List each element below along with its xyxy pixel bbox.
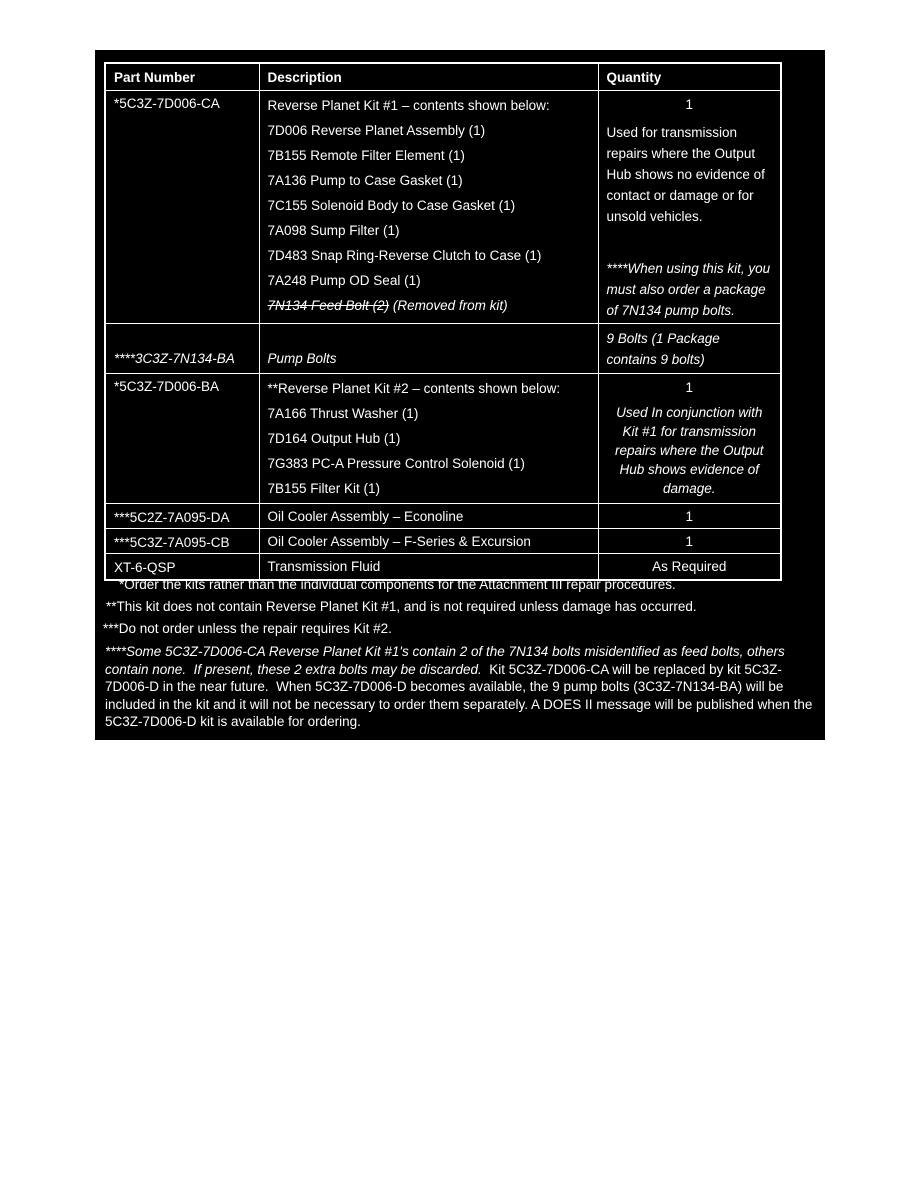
description-line: 7C155 Solenoid Body to Case Gasket (1)	[267, 198, 516, 213]
description-line: 7B155 Remote Filter Element (1)	[267, 148, 465, 163]
col-header-part-number: Part Number	[105, 63, 259, 91]
quantity-cell: 1	[598, 529, 781, 554]
quantity-value: 1	[685, 97, 693, 112]
col-header-quantity: Quantity	[598, 63, 781, 91]
description-cell	[259, 374, 598, 504]
description-line: 7A248 Pump OD Seal (1)	[267, 273, 421, 288]
description-line: 7B155 Filter Kit (1)	[267, 481, 381, 496]
description-line: **Reverse Planet Kit #2 – contents shown below:	[267, 381, 561, 396]
quantity-cell: As Required	[598, 554, 781, 580]
quantity-cell	[598, 91, 781, 324]
footnote-two-star: **This kit does not contain Reverse Planet Kit #1, and is not required unless damage has occurred.	[106, 599, 697, 614]
description-line-removed-item	[268, 293, 590, 318]
table-row-pump-bolts	[105, 324, 781, 374]
footnotes-block	[95, 574, 825, 731]
description-cell: Pump Bolts	[259, 324, 598, 374]
quantity-value: 1	[685, 380, 693, 395]
scanned-table-panel	[95, 50, 825, 740]
description-cell: Oil Cooler Assembly – Econoline	[259, 504, 598, 529]
description-line: 7A136 Pump to Case Gasket (1)	[267, 173, 463, 188]
description-line: 7D164 Output Hub (1)	[267, 431, 401, 446]
quantity-cell	[598, 374, 781, 504]
part-number-cell: ***5C3Z-7A095-CB	[105, 529, 259, 554]
table-header-row	[105, 63, 781, 91]
footnote-four-star	[95, 640, 825, 731]
quantity-note: Used for transmission repairs where the Output Hub shows no evidence of contact or damage or for unsold vehicles.	[606, 125, 765, 224]
description-line: 7G383 PC-A Pressure Control Solenoid (1)	[267, 456, 525, 471]
description-line: 7A098 Sump Filter (1)	[267, 223, 400, 238]
col-header-description: Description	[259, 63, 598, 91]
table-row-kit2	[105, 374, 781, 504]
table-row-oil-cooler-econoline	[105, 504, 781, 529]
part-number-cell: ****3C3Z-7N134-BA	[105, 324, 259, 374]
description-line: 7D006 Reverse Planet Assembly (1)	[267, 123, 486, 138]
parts-table	[104, 62, 782, 581]
footnote-one-star: *Order the kits rather than the individual components for the Attachment III repair procedures.	[119, 577, 676, 592]
struck-part-text: 7N134 Feed Bolt (2)	[267, 298, 390, 313]
part-number-cell: *5C3Z-7D006-BA	[105, 374, 259, 504]
part-number-cell: XT-6-QSP	[105, 554, 259, 580]
footnote-three-star: ***Do not order unless the repair requires Kit #2.	[103, 621, 392, 636]
part-number-cell: *5C3Z-7D006-CA	[105, 91, 259, 324]
description-cell	[259, 91, 598, 324]
description-cell: Oil Cooler Assembly – F-Series & Excursion	[259, 529, 598, 554]
quantity-cell: 1	[598, 504, 781, 529]
quantity-note-italic: Used In conjunction with Kit #1 for transmission repairs where the Output Hub shows evidence of damage.	[614, 405, 764, 496]
quantity-cell: 9 Bolts (1 Package contains 9 bolts)	[598, 324, 781, 374]
removed-note-text: (Removed from kit)	[389, 298, 508, 313]
description-line: Reverse Planet Kit #1 – contents shown below:	[267, 98, 550, 113]
description-line: 7A166 Thrust Washer (1)	[267, 406, 419, 421]
footnote-four-star-italic-text: ****Some 5C3Z-7D006-CA Reverse Planet Kit #1's contain 2 of the 7N134 bolts misidentified as feed bolts, others contain none. If present, these 2 extra bolts may be discarded.	[105, 644, 789, 677]
quantity-note-italic: ****When using this kit, you must also order a package of 7N134 pump bolts.	[606, 261, 771, 318]
description-line: 7D483 Snap Ring-Reverse Clutch to Case (1)	[267, 248, 542, 263]
footnote-four-star-regular-text: Kit 5C3Z-7D006-CA will be replaced by kit 5C3Z-7D006-D in the near future. When 5C3Z-7D006-D becomes available, the 9 pump bolts (3C3Z-7N134-BA) will be included in the kit and it will not be necessary to order them separately. A DOES II message will be published when the 5C3Z-7D006-D kit is available for ordering.	[105, 661, 817, 730]
table-row-oil-cooler-fseries	[105, 529, 781, 554]
table-row-kit1	[105, 91, 781, 324]
part-number-cell: ***5C2Z-7A095-DA	[105, 504, 259, 529]
description-cell: Transmission Fluid	[259, 554, 598, 580]
